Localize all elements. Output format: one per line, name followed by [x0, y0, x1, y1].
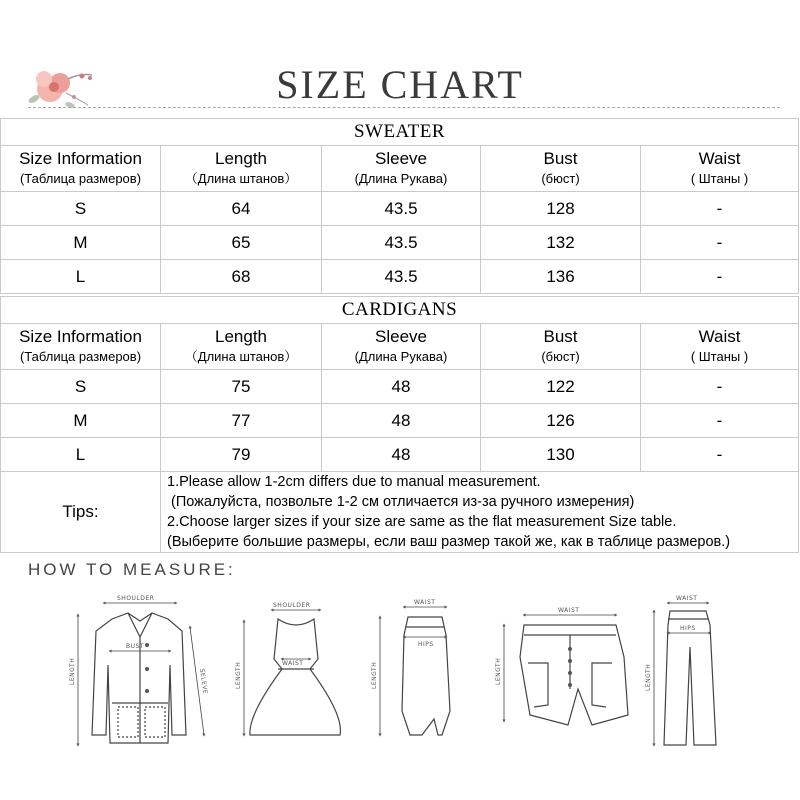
table-row	[1, 370, 799, 404]
table-cell: 75	[161, 370, 322, 404]
dress-illustration-icon	[250, 619, 341, 735]
column-header: Waist ( Штаны )	[641, 146, 799, 192]
table-cell: -	[641, 192, 799, 226]
table-cell: 77	[161, 404, 322, 438]
tip-line: (Выберите большие размеры, если ваш размер такой же, как в таблице размеров.)	[167, 534, 731, 550]
table-row	[1, 404, 799, 438]
header-row	[1, 324, 799, 370]
tip-line: (Пожалуйста, позвольте 1-2 см отличается из-за ручного измерения)	[167, 494, 635, 510]
shoulder-label: SHOULDER	[273, 602, 311, 609]
waist-label: WAIST	[558, 607, 580, 614]
table-cell: 68	[161, 260, 322, 294]
table-cell: -	[641, 260, 799, 294]
section-title: SWEATER	[1, 119, 799, 146]
sweater-size-table	[0, 118, 799, 294]
table-cell: -	[641, 370, 799, 404]
tip-line: 1.Please allow 1-2cm differs due to manual measurement.	[167, 474, 541, 490]
table-cell: 122	[481, 370, 641, 404]
cardigans-size-table	[0, 296, 799, 553]
table-cell: 65	[161, 226, 322, 260]
column-header: Size Information (Таблица размеров)	[1, 324, 161, 370]
table-cell: 43.5	[322, 192, 481, 226]
table-cell: 48	[322, 404, 481, 438]
column-header: Bust (бюст)	[481, 146, 641, 192]
length-label: LENGTH	[69, 657, 76, 685]
divider	[28, 107, 780, 108]
column-header: Length （Длина штанов）	[161, 324, 322, 370]
tips-label: Tips:	[1, 472, 161, 553]
length-label: LENGTH	[495, 657, 502, 685]
table-cell: 132	[481, 226, 641, 260]
table-cell: -	[641, 404, 799, 438]
table-cell: L	[1, 260, 161, 294]
table-cell: L	[1, 438, 161, 472]
section-title: CARDIGANS	[1, 297, 799, 324]
table-cell: 79	[161, 438, 322, 472]
waist-label: WAIST	[414, 599, 436, 606]
table-cell: 128	[481, 192, 641, 226]
table-cell: 136	[481, 260, 641, 294]
bust-label: BUST	[126, 643, 144, 650]
table-cell: 43.5	[322, 260, 481, 294]
waist-label: WAIST	[676, 595, 698, 602]
table-cell: 130	[481, 438, 641, 472]
length-label: LENGTH	[235, 661, 242, 689]
shorts-illustration-icon	[520, 625, 628, 725]
length-label: LENGTH	[645, 663, 652, 691]
table-row	[1, 260, 799, 294]
how-to-measure-heading: HOW TO MEASURE:	[28, 560, 236, 579]
table-cell: S	[1, 370, 161, 404]
table-cell: 126	[481, 404, 641, 438]
tips-row	[1, 472, 799, 553]
table-row	[1, 438, 799, 472]
table-cell: 48	[322, 370, 481, 404]
column-header: Sleeve (Длина Рукава)	[322, 324, 481, 370]
table-cell: M	[1, 404, 161, 438]
hips-label: HIPS	[680, 625, 696, 632]
table-row	[1, 192, 799, 226]
hips-label: HIPS	[418, 641, 434, 648]
length-label: LENGTH	[371, 661, 378, 689]
jacket-illustration-icon	[92, 613, 186, 743]
table-cell: 43.5	[322, 226, 481, 260]
table-cell: M	[1, 226, 161, 260]
column-header: Waist ( Штаны )	[641, 324, 799, 370]
tips-text	[161, 472, 799, 553]
header-row	[1, 146, 799, 192]
table-cell: -	[641, 438, 799, 472]
table-cell: S	[1, 192, 161, 226]
measurement-illustrations	[0, 585, 800, 795]
table-cell: 48	[322, 438, 481, 472]
column-header: Size Information (Таблица размеров)	[1, 146, 161, 192]
table-cell: -	[641, 226, 799, 260]
column-header: Sleeve (Длина Рукава)	[322, 146, 481, 192]
header	[0, 55, 800, 115]
waist-label: WAIST	[282, 660, 304, 667]
tip-line: 2.Choose larger sizes if your size are same as the flat measurement Size table.	[167, 514, 677, 530]
column-header: Bust (бюст)	[481, 324, 641, 370]
page-title: SIZE CHART	[276, 62, 524, 107]
skirt-illustration-icon	[402, 617, 450, 735]
column-header: Length （Длина штанов）	[161, 146, 322, 192]
shoulder-label: SHOULDER	[117, 595, 155, 602]
sleeve-label: SELEVE	[198, 668, 209, 695]
table-row	[1, 226, 799, 260]
table-cell: 64	[161, 192, 322, 226]
